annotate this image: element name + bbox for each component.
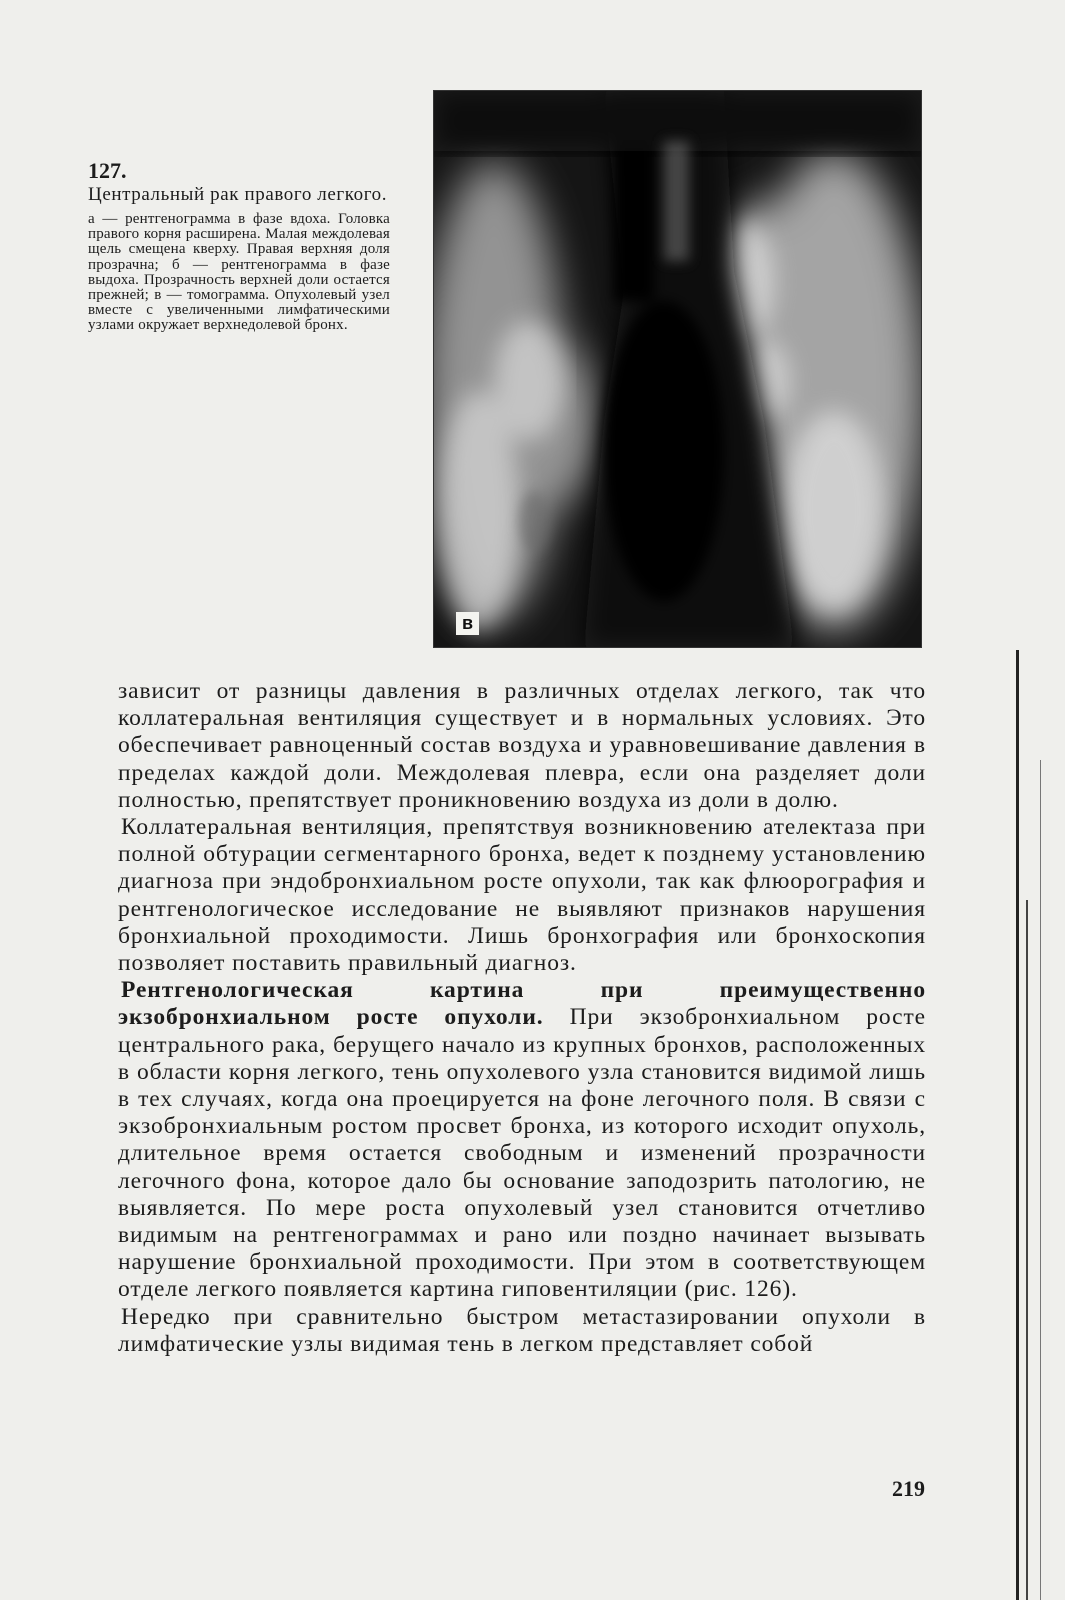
panel-label: в xyxy=(456,612,479,635)
paragraph-3 xyxy=(118,977,926,1303)
tomogram-image xyxy=(433,90,922,648)
paragraph-2: Коллатеральная вентиляция, препятствуя возникновению ателектаза при полной обтурации сегментарного бронха, ведет к позднему установлению диагноза при эндобронхиальном росте опухоли, так как флюорография и рентгенологическое исследование не выявляют признаков нарушения бронхиальной проходимости. Лишь бронхография или бронхоскопия позволяет поставить правильный диагноз. xyxy=(118,814,926,977)
body-text xyxy=(118,678,926,1358)
paragraph-3-text: При экзобронхиальном росте центрального рака, берущего начало из крупных бронхов, расположенных в области корня легкого, тень опухолевого узла становится видимой лишь в тех случаях, когда она проецируется на фоне легочного поля. В связи с экзобронхиальным ростом просвет бронха, из которого исходит опухоль, длительное время остается свободным и изменений прозрачности легочного фона, которое дало бы основание заподозрить патологию, не выявляется. По мере роста опухолевый узел становится отчетливо видимым на рентгенограммах и рано или поздно начинает вызывать нарушение бронхиальной проходимости. При этом в соответствующем отделе легкого появляется картина гиповентиляции (рис. 126). xyxy=(118,1004,927,1303)
figure-caption xyxy=(88,158,390,334)
figure-number: 127. xyxy=(88,158,127,183)
tomogram-graphic xyxy=(434,91,921,647)
page-number: 219 xyxy=(892,1476,925,1501)
figure-description: а — рентгенограмма в фазе вдоха. Головка правого корня расширена. Малая междолевая щель смещена кверху. Правая верхняя доля прозрачна; б — рентгенограмма в фазе выдоха. Прозрачность верхней доли остается прежней; в — томограмма. Опухолевый узел вместе с увеличенными лимфатическими узлами окружает верхнедолевой бронх. xyxy=(88,211,390,334)
figure-title: Центральный рак правого легкого. xyxy=(88,184,388,205)
paragraph-1: зависит от разницы давления в различных отделах легкого, так что коллатеральная вентиляция существует и в нормальных условиях. Это обеспечивает равноценный состав воздуха и уравновешивание давления в пределах каждой доли. Междолевая плевра, если она разделяет доли полностью, препятствует проникновению воздуха из доли в долю. xyxy=(118,678,926,813)
section-heading-inline: Рентгенологическая картина при преимущественно экзобронхиальном росте опухоли. xyxy=(118,977,926,1031)
binding-edge-line xyxy=(1026,900,1028,1600)
binding-edge-line xyxy=(1040,760,1041,1600)
binding-edge-line xyxy=(1016,650,1019,1600)
paragraph-4: Нередко при сравнительно быстром метастазировании опухоли в лимфатические узлы видимая тень в легком представляет собой xyxy=(118,1303,926,1357)
